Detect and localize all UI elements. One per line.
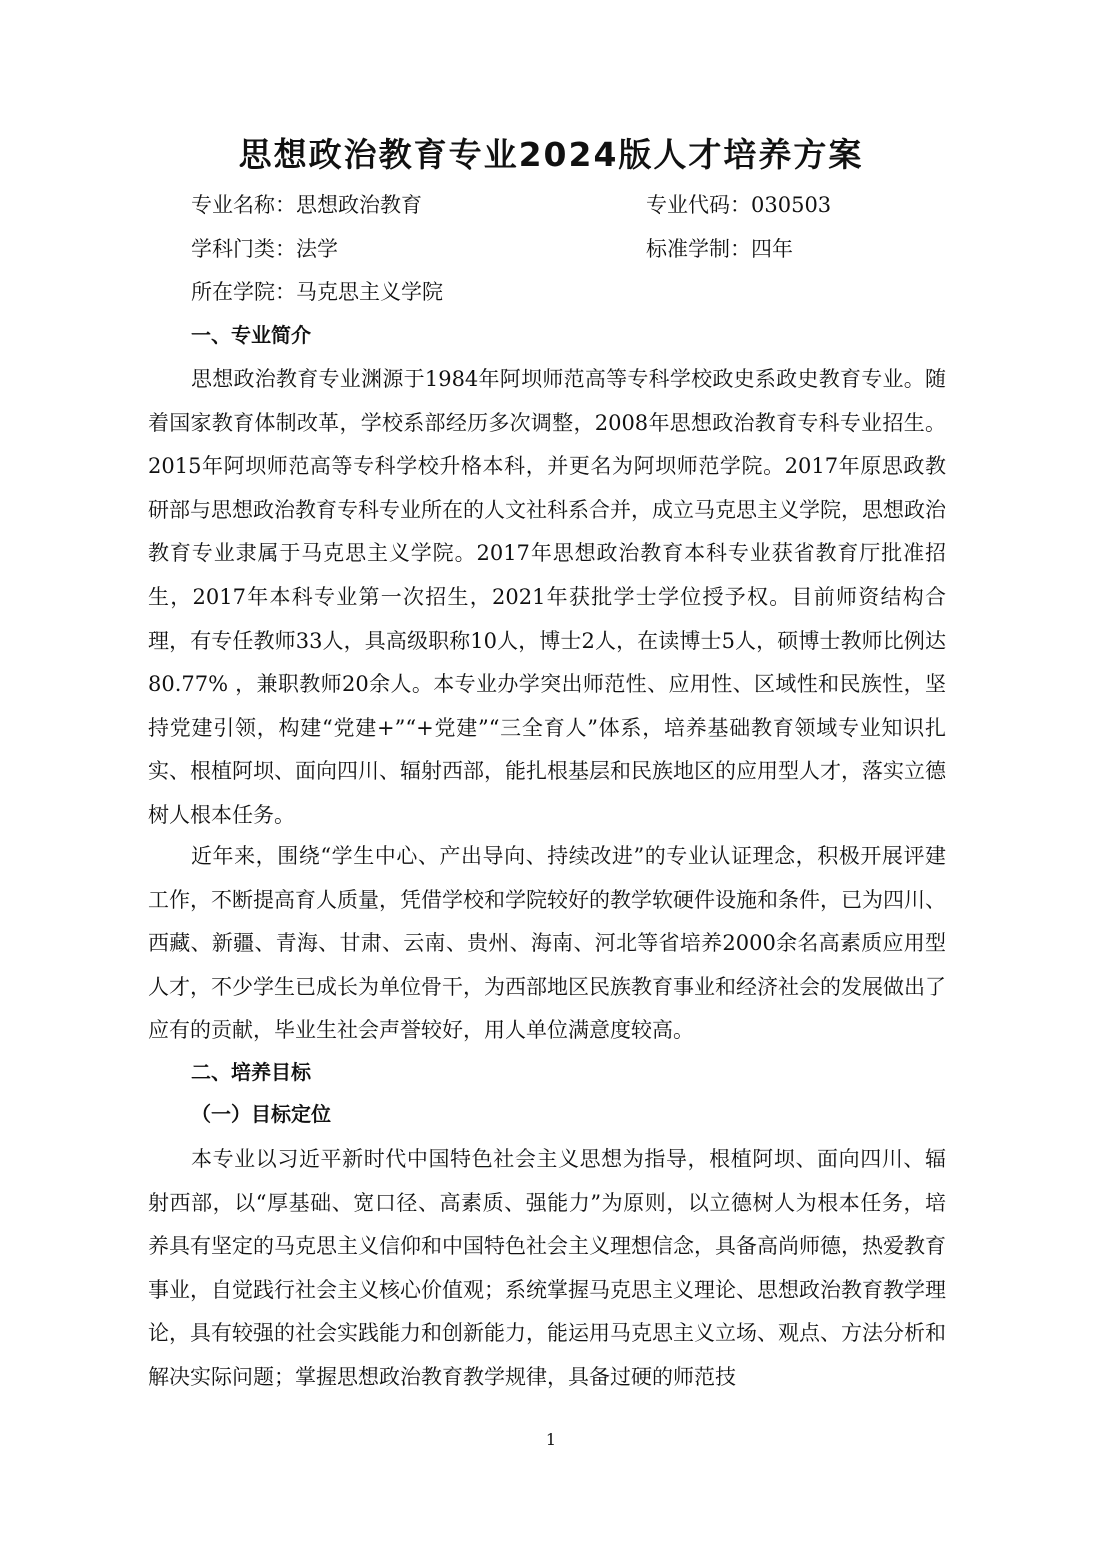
meta-row-college xyxy=(0,277,1102,307)
meta-row-major xyxy=(0,190,1102,220)
document-title: 思想政治教育专业2024版人才培养方案 xyxy=(238,135,864,174)
discipline: 学科门类：法学 xyxy=(191,237,338,261)
meta-row-discipline xyxy=(0,234,1102,264)
major-name: 专业名称：思想政治教育 xyxy=(191,193,422,217)
subsection-heading-positioning: （一）目标定位 xyxy=(191,1102,331,1126)
duration: 标准学制：四年 xyxy=(646,237,793,261)
major-code: 专业代码：030503 xyxy=(646,193,832,217)
section-heading-goals: 二、培养目标 xyxy=(191,1060,311,1084)
intro-paragraph-1: 思想政治教育专业渊源于1984年阿坝师范高等专科学校政史系政史教育专业。随着国家教育体制改革，学校系部经历多次调整，2008年思想政治教育专科专业招生。2015年阿坝师范高等专科学校升格本科，并更名为阿坝师范学院。2017年原思政教研部与思想政治教育专科专业所在的人文社科系合并，成立马克思主义学院，思想政治教育专业隶属于马克思主义学院。2017年思想政治教育本科专业获省教育厅批准招生，2017年本科专业第一次招生，2021年获批学士学位授予权。目前师资结构合理，有专任教师33人，具高级职称10人，博士2人，在读博士5人，硕博士教师比例达80.77% ，兼职教师20余人。本专业办学突出师范性、应用性、区域性和民族性，坚持党建引领，构建“党建+”“+党建”“三全育人”体系，培养基础教育领域专业知识扎实、根植阿坝、面向四川、辐射西部，能扎根基层和民族地区的应用型人才，落实立德树人根本任务。 xyxy=(148,367,946,827)
section-heading-intro: 一、专业简介 xyxy=(191,323,311,347)
page-number: 1 xyxy=(545,1430,557,1449)
goals-paragraph-1: 本专业以习近平新时代中国特色社会主义思想为指导，根植阿坝、面向四川、辐射西部，以“厚基础、宽口径、高素质、强能力”为原则，以立德树人为根本任务，培养具有坚定的马克思主义信仰和中国特色社会主义理想信念，具备高尚师德，热爱教育事业，自觉践行社会主义核心价值观；系统掌握马克思主义理论、思想政治教育教学理论，具有较强的社会实践能力和创新能力，能运用马克思主义立场、观点、方法分析和解决实际问题；掌握思想政治教育教学规律，具备过硬的师范技 xyxy=(148,1147,946,1389)
intro-paragraph-2: 近年来，围绕“学生中心、产出导向、持续改进”的专业认证理念，积极开展评建工作，不断提高育人质量，凭借学校和学院较好的教学软硬件设施和条件，已为四川、西藏、新疆、青海、甘肃、云南、贵州、海南、河北等省培养2000余名高素质应用型人才，不少学生已成长为单位骨干，为西部地区民族教育事业和经济社会的发展做出了应有的贡献，毕业生社会声誉较好，用人单位满意度较高。 xyxy=(148,844,946,1043)
college: 所在学院：马克思主义学院 xyxy=(191,280,443,304)
